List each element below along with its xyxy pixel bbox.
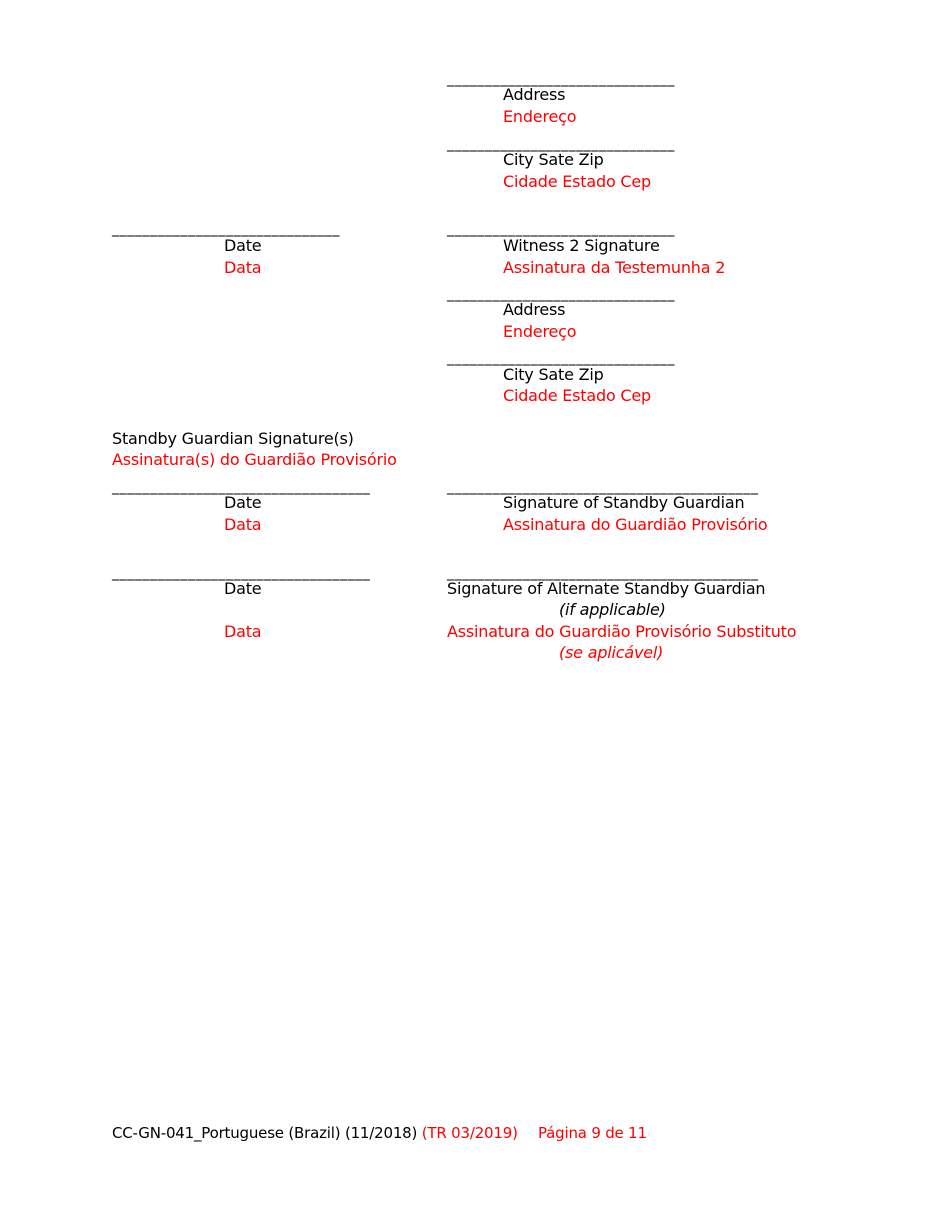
guardian-signature-label: Signature of Standby Guardian xyxy=(503,493,745,512)
witness2-signature-label: Witness 2 Signature xyxy=(503,236,660,255)
witness2-address-label: Address xyxy=(503,300,566,319)
guardian-section-heading-pt: Assinatura(s) do Guardião Provisório xyxy=(112,450,397,469)
alternate-date-label: Date xyxy=(224,579,262,598)
witness2-city-label: City Sate Zip xyxy=(503,365,604,384)
witness1-address-label: Address xyxy=(503,85,566,104)
witness1-address-line[interactable]: ______________________________ xyxy=(447,71,675,87)
witness2-address-line[interactable]: ______________________________ xyxy=(447,286,675,302)
date-label-1: Date xyxy=(224,236,262,255)
footer xyxy=(112,1122,518,1144)
witness2-address-label-pt: Endereço xyxy=(503,322,577,341)
alternate-signature-label-pt: Assinatura do Guardião Provisório Substituto xyxy=(447,622,797,641)
witness2-signature-label-pt: Assinatura da Testemunha 2 xyxy=(503,258,726,277)
guardian-signature-label-pt: Assinatura do Guardião Provisório xyxy=(503,515,768,534)
witness1-city-line[interactable]: ______________________________ xyxy=(447,136,675,152)
guardian-date-label-pt: Data xyxy=(224,515,262,534)
guardian-date-label: Date xyxy=(224,493,262,512)
alternate-signature-line[interactable]: _________________________________________ xyxy=(447,565,759,581)
witness1-city-label-pt: Cidade Estado Cep xyxy=(503,172,651,191)
alternate-date-label-pt: Data xyxy=(224,622,262,641)
alternate-signature-label: Signature of Alternate Standby Guardian xyxy=(447,579,766,598)
footer-form-id: CC-GN-041_Portuguese (Brazil) (11/2018) xyxy=(112,1124,418,1142)
witness2-city-label-pt: Cidade Estado Cep xyxy=(503,386,651,405)
guardian-date-line[interactable]: __________________________________ xyxy=(112,479,371,495)
alternate-if-applicable-pt: (se aplicável) xyxy=(559,643,664,662)
witness2-city-line[interactable]: ______________________________ xyxy=(447,350,675,366)
alternate-date-line[interactable]: __________________________________ xyxy=(112,565,371,581)
alternate-if-applicable: (if applicable) xyxy=(559,600,666,619)
witness1-city-label: City Sate Zip xyxy=(503,150,604,169)
date-line-1[interactable]: ______________________________ xyxy=(112,221,340,237)
witness2-signature-line[interactable]: ______________________________ xyxy=(447,221,675,237)
guardian-signature-line[interactable]: _________________________________________ xyxy=(447,479,759,495)
witness1-address-label-pt: Endereço xyxy=(503,107,577,126)
date-label-1-pt: Data xyxy=(224,258,262,277)
footer-tr: (TR 03/2019) xyxy=(421,1124,518,1142)
footer-page-number: Página 9 de 11 xyxy=(538,1124,647,1142)
guardian-section-heading: Standby Guardian Signature(s) xyxy=(112,429,354,448)
